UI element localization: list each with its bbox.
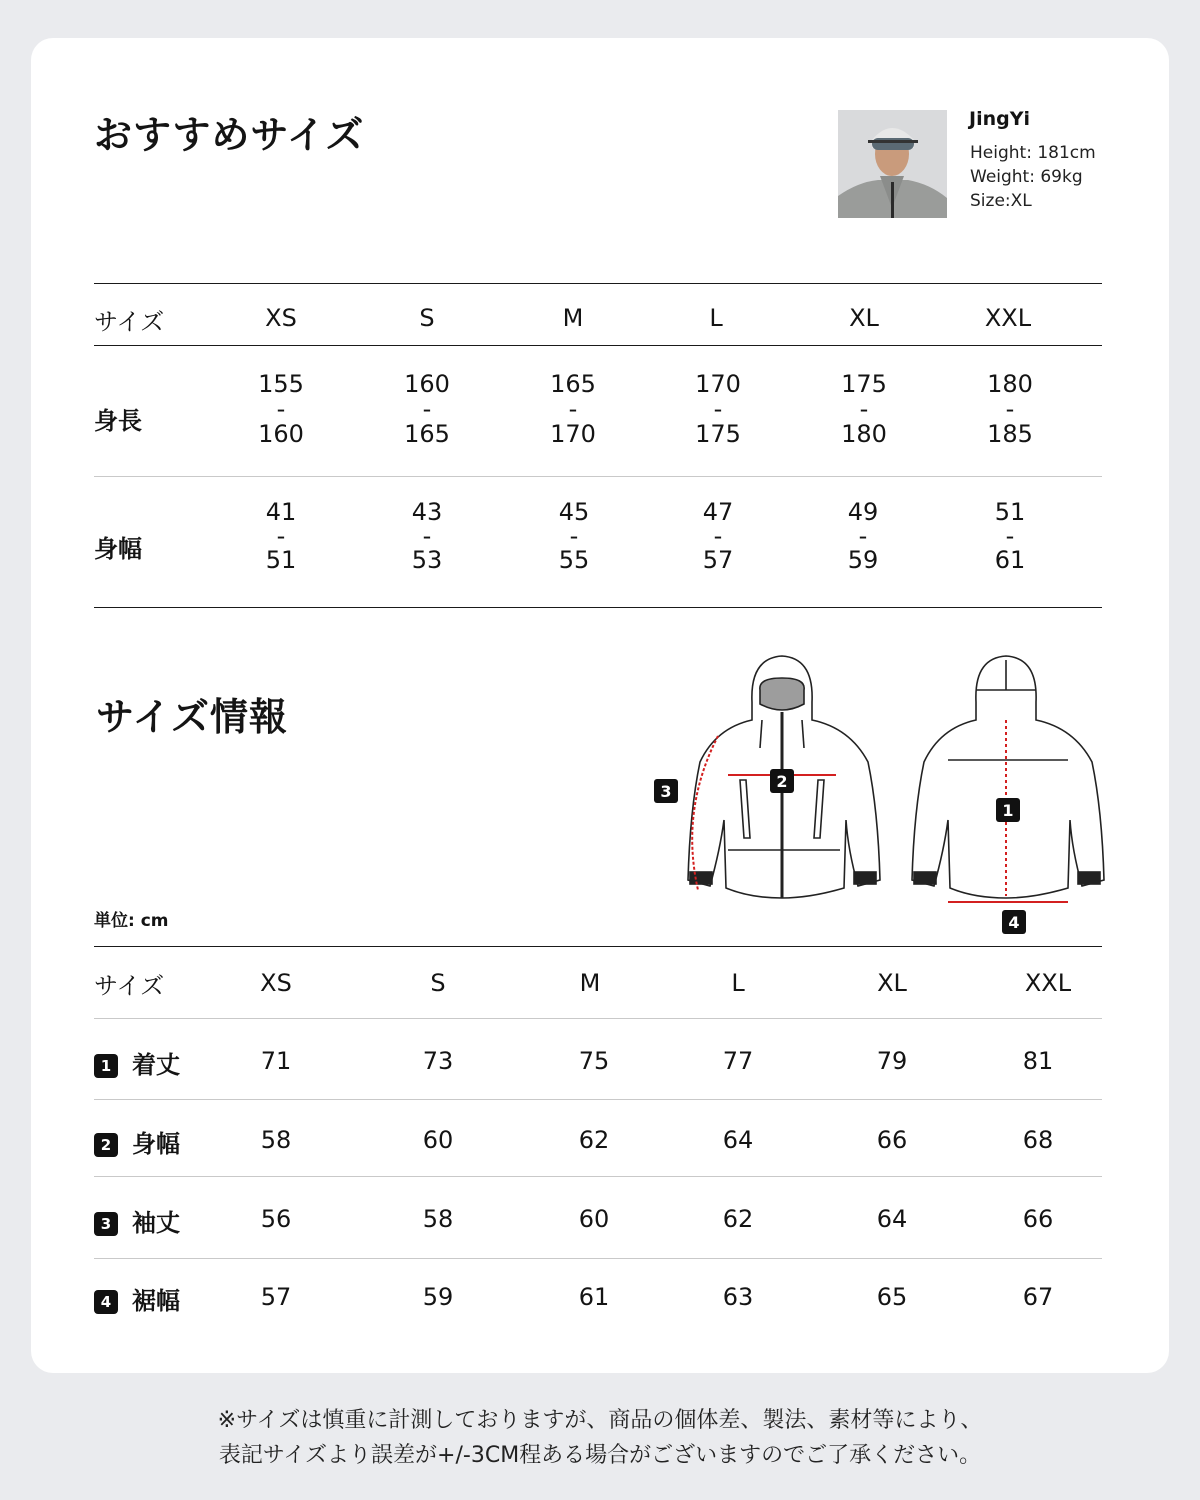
table2-row-sleeve: 3 袖丈 — [94, 1203, 180, 1238]
footnote-line-2: 表記サイズより誤差が+/-3CM程ある場合がございますのでご了承ください。 — [218, 1443, 982, 1468]
table1-row-height-label: 身長 — [94, 407, 142, 435]
table2-size-m: M — [579, 969, 601, 997]
table1-size-xl: XL — [849, 304, 879, 332]
marker-4: 4 — [1008, 913, 1020, 932]
table1-size-xs: XS — [265, 304, 297, 332]
table2-row-hem: 4 裾幅 — [94, 1281, 180, 1316]
table1-height-xxl: 180 - 185 — [987, 370, 1033, 448]
table1-bottom-rule — [94, 607, 1102, 608]
table1-size-m: M — [562, 304, 584, 332]
length-m: 75 — [578, 1047, 610, 1075]
table1-height-l: 170 - 175 — [695, 370, 741, 448]
table2-rule-2 — [94, 1176, 1102, 1177]
sleeve-xs: 56 — [260, 1205, 292, 1233]
table1-size-s: S — [419, 304, 435, 332]
chest-xs: 58 — [260, 1126, 292, 1154]
chest-l: 64 — [722, 1126, 754, 1154]
jacket-back — [912, 656, 1104, 898]
sleeve-xxl: 66 — [1022, 1205, 1054, 1233]
model-height: Height: 181cm — [970, 143, 1096, 163]
hem-xs: 57 — [260, 1283, 292, 1311]
table1-chest-s: 43 - 53 — [411, 498, 443, 574]
sleeve-xl: 64 — [876, 1205, 908, 1233]
hem-xl: 65 — [876, 1283, 908, 1311]
table2-rule-3 — [94, 1258, 1102, 1259]
table1-header-label: サイズ — [94, 308, 165, 336]
badge-1: 1 — [94, 1054, 118, 1078]
table1-top-rule — [94, 283, 1102, 284]
jacket-diagram — [640, 650, 1120, 950]
chest-m: 62 — [578, 1126, 610, 1154]
marker-3: 3 — [660, 782, 672, 801]
unit-label: 単位: cm — [94, 911, 169, 931]
table1-size-xxl: XXL — [984, 304, 1032, 332]
table2-row-length: 1 着丈 — [94, 1045, 180, 1080]
marker-1: 1 — [1002, 801, 1014, 820]
table2-size-l: L — [731, 969, 745, 997]
table1-chest-m: 45 - 55 — [558, 498, 590, 574]
table1-row-chest-label: 身幅 — [94, 535, 142, 563]
model-size: Size:XL — [970, 191, 1032, 211]
recommend-title: おすすめサイズ — [94, 113, 365, 157]
table2-header-label: サイズ — [94, 972, 165, 1000]
table1-height-xl: 175 - 180 — [841, 370, 887, 448]
table1-height-m: 165 - 170 — [550, 370, 596, 448]
model-photo — [838, 110, 947, 218]
size-info-title: サイズ情報 — [96, 695, 288, 739]
marker-2: 2 — [776, 772, 788, 791]
table1-chest-xl: 49 - 59 — [847, 498, 879, 574]
table1-height-s: 160 - 165 — [404, 370, 450, 448]
length-l: 77 — [722, 1047, 754, 1075]
length-xl: 79 — [876, 1047, 908, 1075]
badge-2: 2 — [94, 1133, 118, 1157]
badge-3: 3 — [94, 1212, 118, 1236]
table1-height-xs: 155 - 160 — [258, 370, 304, 448]
badge-4: 4 — [94, 1290, 118, 1314]
table1-chest-l: 47 - 57 — [702, 498, 734, 574]
hem-l: 63 — [722, 1283, 754, 1311]
hem-xxl: 67 — [1022, 1283, 1054, 1311]
length-s: 73 — [422, 1047, 454, 1075]
chest-s: 60 — [422, 1126, 454, 1154]
table1-row-rule — [94, 476, 1102, 477]
table1-chest-xs: 41 - 51 — [265, 498, 297, 574]
table1-size-l: L — [709, 304, 723, 332]
table1-chest-xxl: 51 - 61 — [994, 498, 1026, 574]
sleeve-m: 60 — [578, 1205, 610, 1233]
table2-size-xs: XS — [260, 969, 292, 997]
table2-top-rule — [94, 946, 1102, 947]
table1-header-rule — [94, 345, 1102, 346]
table2-header-rule — [94, 1018, 1102, 1019]
sleeve-l: 62 — [722, 1205, 754, 1233]
model-name: JingYi — [969, 108, 1030, 130]
table2-size-xxl: XXL — [1024, 969, 1072, 997]
hem-m: 61 — [578, 1283, 610, 1311]
table2-size-xl: XL — [877, 969, 907, 997]
chest-xl: 66 — [876, 1126, 908, 1154]
length-xs: 71 — [260, 1047, 292, 1075]
table2-size-s: S — [430, 969, 446, 997]
chest-xxl: 68 — [1022, 1126, 1054, 1154]
table2-row-chest: 2 身幅 — [94, 1124, 180, 1159]
sleeve-s: 58 — [422, 1205, 454, 1233]
table2-rule-1 — [94, 1099, 1102, 1100]
hem-s: 59 — [422, 1283, 454, 1311]
length-xxl: 81 — [1022, 1047, 1054, 1075]
model-weight: Weight: 69kg — [970, 167, 1083, 187]
footnote-line-1: ※サイズは慎重に計測しておりますが、商品の個体差、製法、素材等により、 — [217, 1408, 983, 1433]
